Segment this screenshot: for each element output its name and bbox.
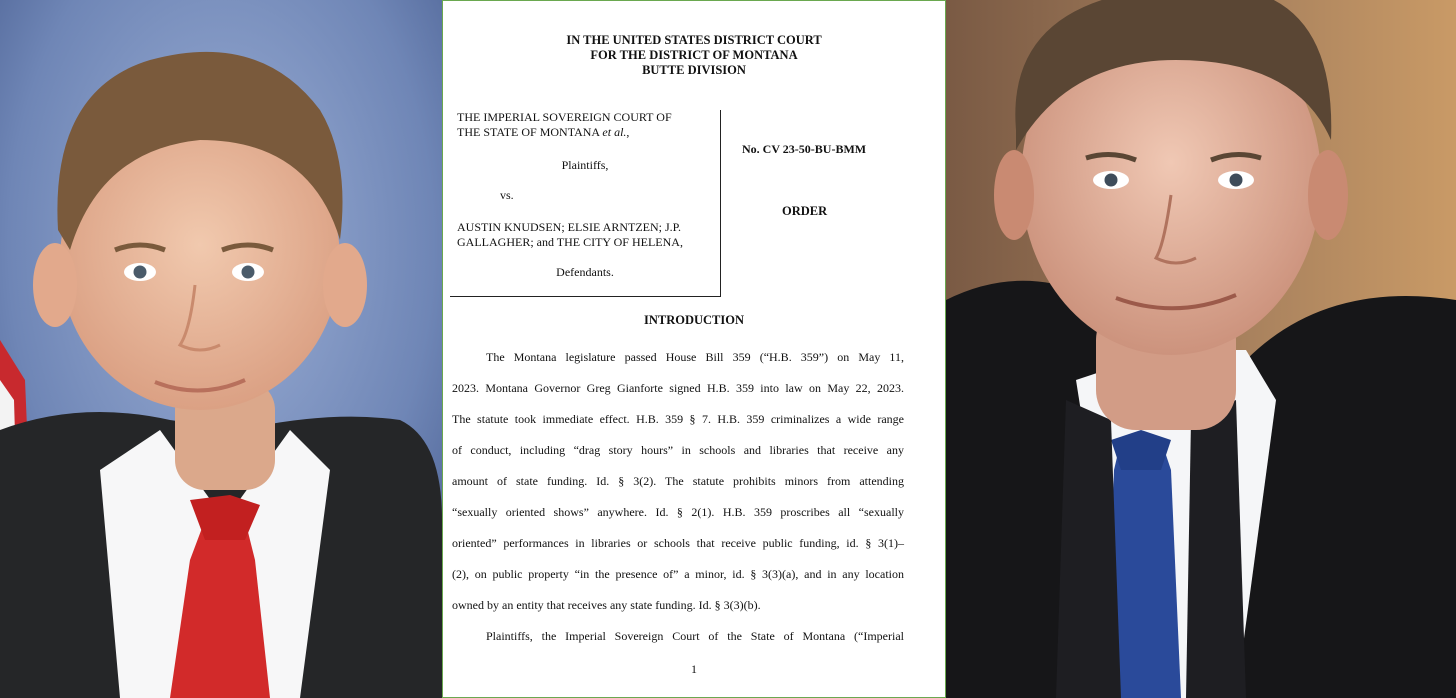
section-heading: INTRODUCTION <box>643 313 744 327</box>
plaintiff-name <box>457 110 672 140</box>
plaintiff-name-line1: THE IMPERIAL SOVEREIGN COURT OF <box>457 110 672 124</box>
court-order-document <box>442 0 946 698</box>
page-number: 1 <box>691 662 697 676</box>
court-heading-line: BUTTE DIVISION <box>642 63 746 77</box>
case-number: No. CV 23-50-BU-BMM <box>742 142 867 156</box>
plaintiff-name-line2: THE STATE OF MONTANA <box>457 125 600 139</box>
body-line: amount of state funding. Id. § 3(2). The statute prohibits minors from attending <box>452 474 904 488</box>
defendants-label: Defendants. <box>556 265 614 279</box>
document-title: ORDER <box>782 204 828 218</box>
plaintiff-comma: , <box>626 125 630 139</box>
case-caption-box <box>450 110 721 297</box>
defendant-names-line2: GALLAGHER; and THE CITY OF HELENA, <box>457 235 683 249</box>
right-portrait-image <box>946 0 1456 698</box>
introduction-body <box>452 342 904 652</box>
left-portrait-photo <box>0 0 442 698</box>
body-line: owned by an entity that receives any state funding. Id. § 3(3)(b). <box>452 598 761 612</box>
body-line: The statute took immediate effect. H.B. 359 § 7. H.B. 359 criminalizes a wide range <box>452 412 904 426</box>
body-line: (2), on public property “in the presence of” a minor, id. § 3(3)(a), and in any location <box>452 567 904 581</box>
body-line: oriented” performances in libraries or schools that receive public funding, id. § 3(1)– <box>452 536 904 550</box>
defendant-names <box>457 220 683 250</box>
body-line: “sexually oriented shows” anywhere. Id. § 2(1). H.B. 359 proscribes all “sexually <box>452 505 904 519</box>
court-heading <box>442 33 946 78</box>
body-line: of conduct, including “drag story hours” in schools and libraries that receive any <box>452 443 904 457</box>
left-portrait-image <box>0 0 442 698</box>
court-heading-line: IN THE UNITED STATES DISTRICT COURT <box>566 33 822 47</box>
defendant-names-line1: AUSTIN KNUDSEN; ELSIE ARNTZEN; J.P. <box>457 220 682 234</box>
right-portrait-photo <box>946 0 1456 698</box>
plaintiffs-label: Plaintiffs, <box>561 158 609 172</box>
body-line: 2023. Montana Governor Greg Gianforte signed H.B. 359 into law on May 22, 2023. <box>452 381 904 395</box>
court-heading-line: FOR THE DISTRICT OF MONTANA <box>590 48 798 62</box>
body-line: Plaintiffs, the Imperial Sovereign Court of the State of Montana (“Imperial <box>486 629 904 643</box>
plaintiff-et-al: et al. <box>602 125 627 139</box>
versus-label: vs. <box>500 188 514 202</box>
body-line: The Montana legislature passed House Bill 359 (“H.B. 359”) on May 11, <box>486 350 904 364</box>
